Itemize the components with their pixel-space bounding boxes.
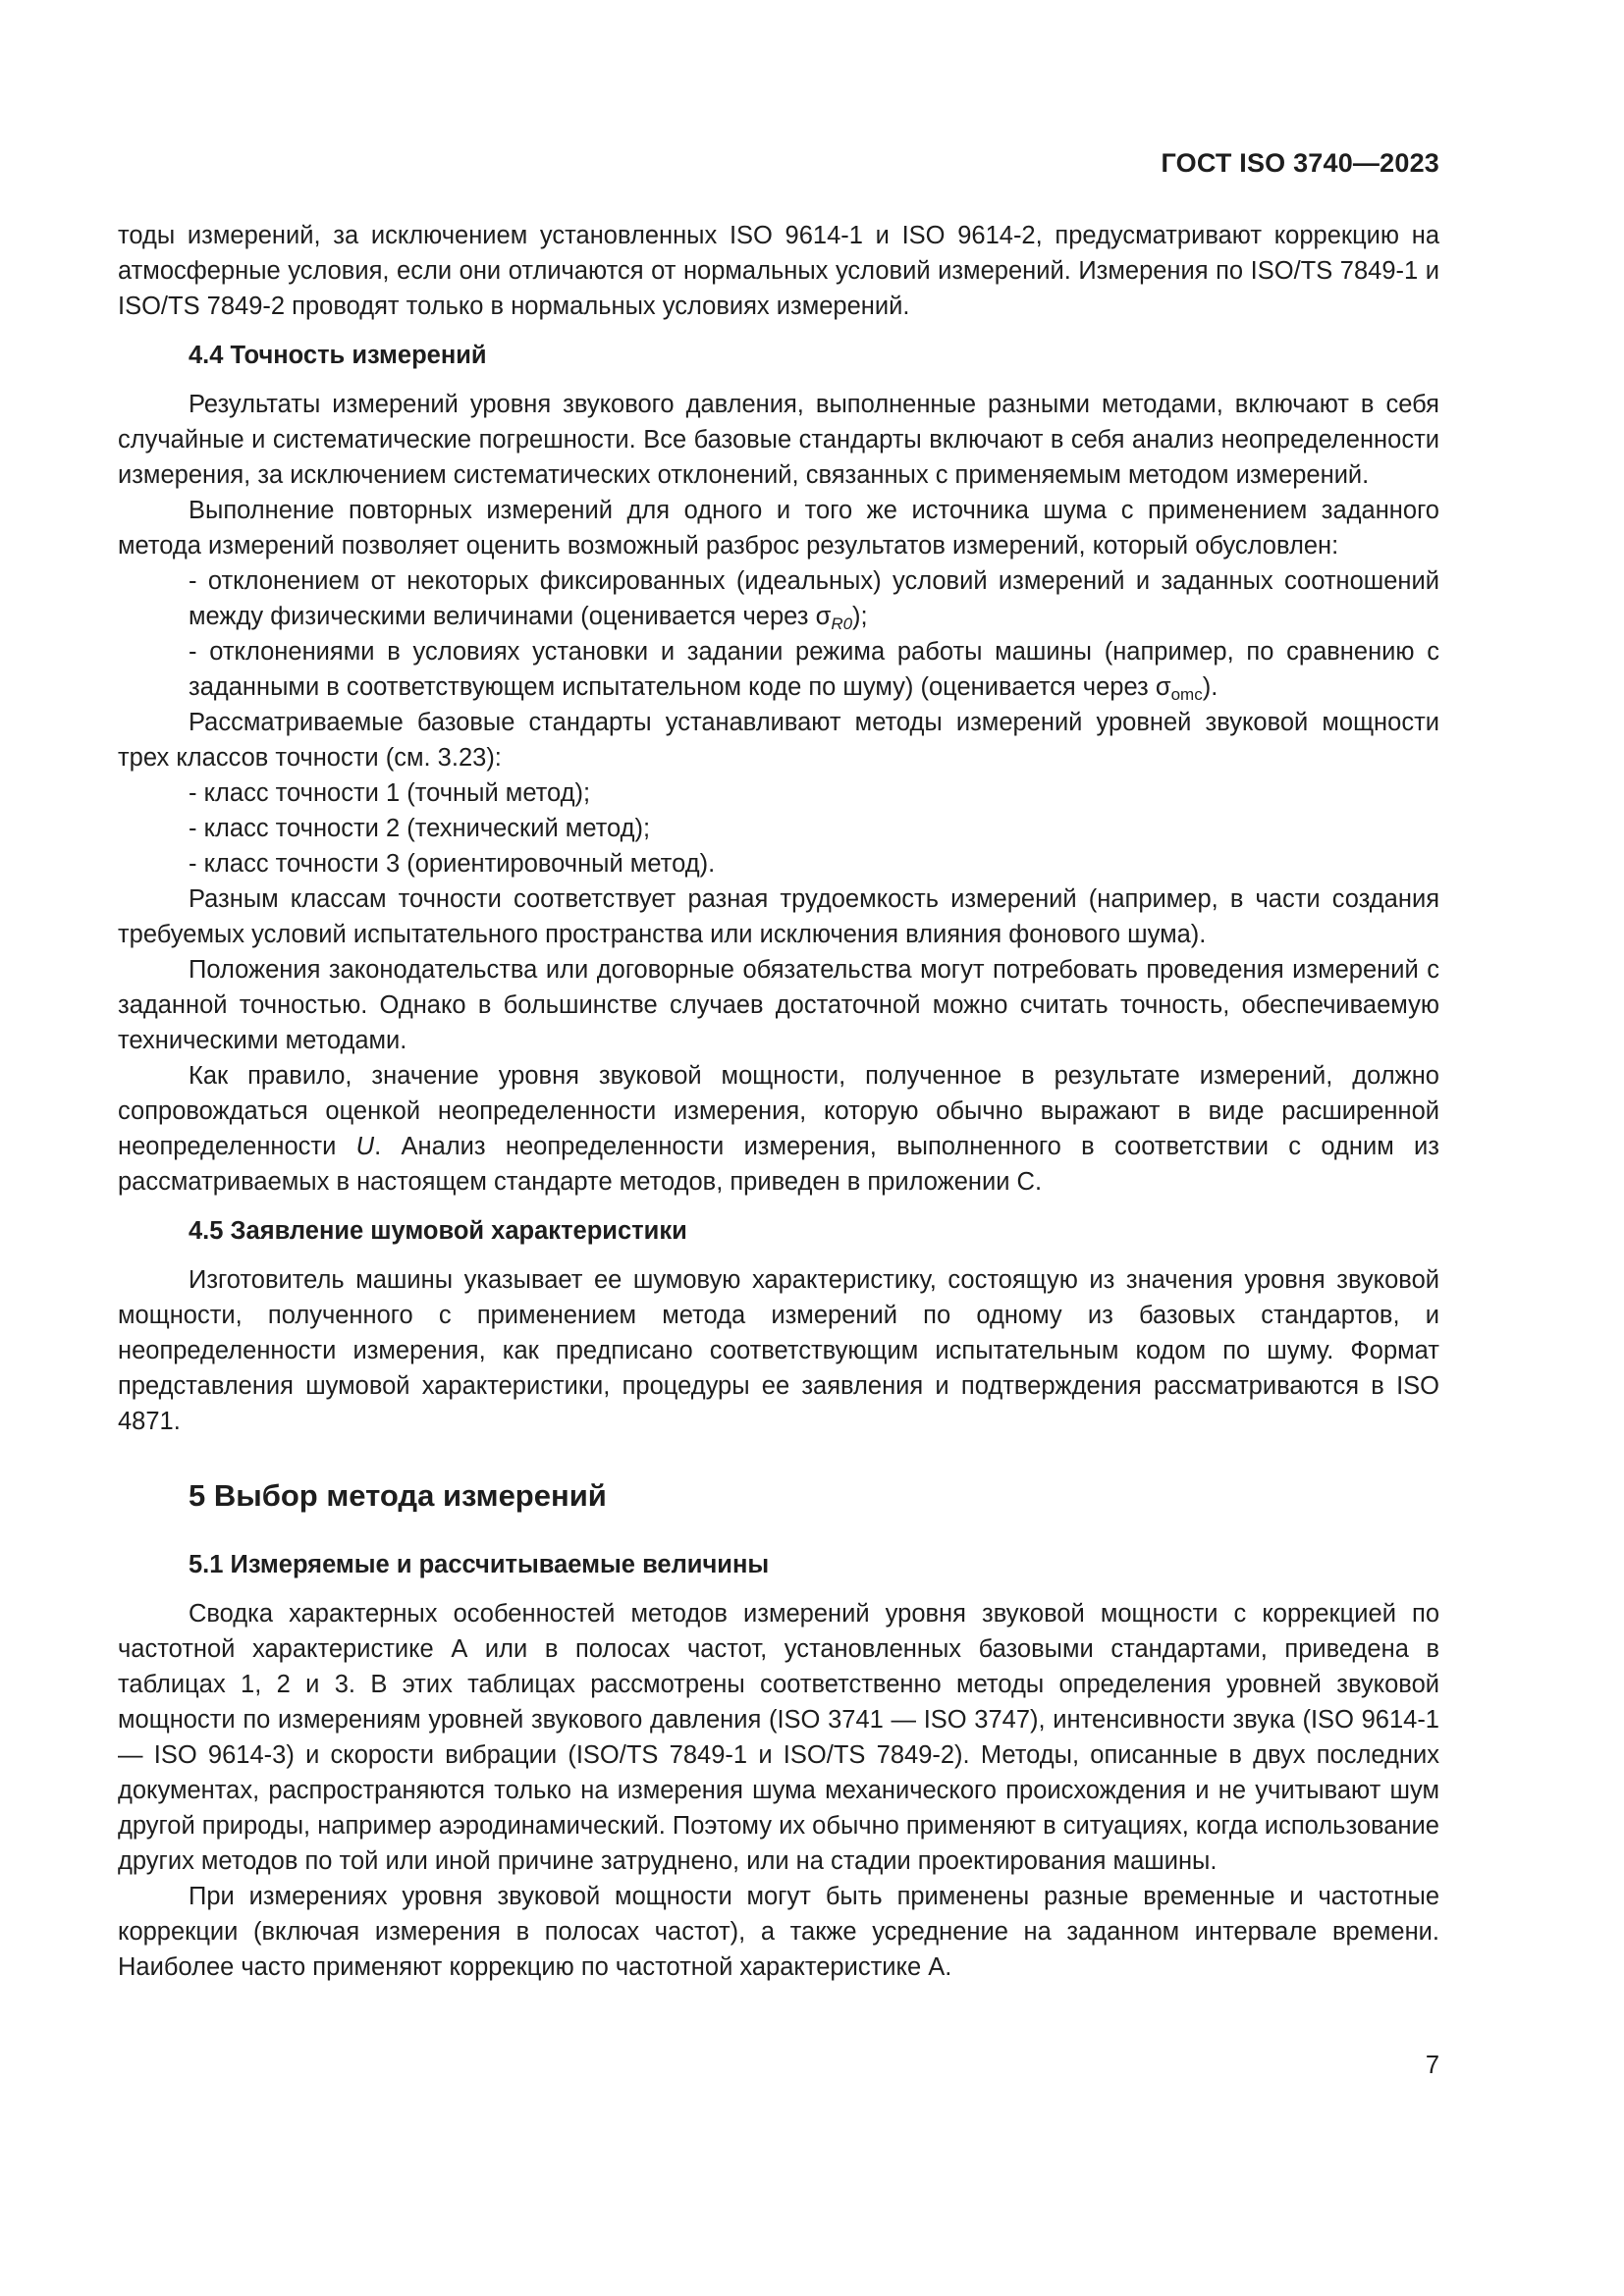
section-4-5-heading: 4.5 Заявление шумовой характеристики	[189, 1217, 687, 1245]
sigma-omc-subscript: omc	[1170, 685, 1203, 704]
section-4-5-paragraph: Изготовитель машины указывает ее шумовую характеристику, состоящую из значения уровня звуковой мощности, полученного с применением метода измерений по одному из базовых стандартов, и неопределенности измерения, как предписано соответствующим испытательным кодом по шуму. Формат представления шумовой характеристики, процедуры ее заявления и подтверждения рассматриваются в ISO 4871.	[118, 1266, 1439, 1435]
section-4-4-paragraph-5: Положения законодательства или договорные обязательства могут потребовать проведения измерений с заданной точностью. Однако в большинстве случаев достаточной можно считать точность, обеспечиваемую техническими методами.	[118, 956, 1439, 1054]
dash-item-1	[118, 563, 1439, 634]
dash-item-1-text: - отклонением от некоторых фиксированных (идеальных) условий измерений и заданных соотношений между физическими величинами (оценивается через σ	[189, 567, 1439, 630]
document-code-header: ГОСТ ISO 3740—2023	[1161, 148, 1439, 178]
page-content	[118, 218, 1439, 1985]
dash-item-2-tail: ).	[1202, 673, 1218, 701]
dash-item-1-tail: );	[852, 603, 868, 630]
page-number: 7	[1425, 2052, 1439, 2079]
accuracy-class-1-item: - класс точности 1 (точный метод);	[189, 779, 591, 807]
dash-item-2	[118, 634, 1439, 705]
section-4-4-heading: 4.4 Точность измерений	[189, 342, 487, 369]
section-5-1-paragraph-1: Сводка характерных особенностей методов измерений уровня звуковой мощности с коррекцией по частотной характеристике А или в полосах частот, установленных базовыми стандартами, приведена в таблицах 1, 2 и 3. В этих таблицах рассмотрены соответственно методы определения уровней звуковой мощности по измерениям уровней звукового давления (ISO 3741 — ISO 3747), интенсивности звука (ISO 9614-1 — ISO 9614-3) и скорости вибрации (ISO/TS 7849-1 и ISO/TS 7849-2). Методы, описанные в двух последних документах, распространяются только на измерения шума механического происхождения и не учитывают шум другой природы, например аэродинамический. Поэтому их обычно применяют в ситуациях, когда использование других методов по той или иной причине затруднено, или на стадии проектирования машины.	[118, 1600, 1439, 1875]
accuracy-class-3-item: - класс точности 3 (ориентировочный метод).	[189, 850, 716, 878]
continuation-paragraph: тоды измерений, за исключением установленных ISO 9614-1 и ISO 9614-2, предусматривают коррекцию на атмосферные условия, если они отличаются от нормальных условий измерений. Измерения по ISO/TS 7849-1 и ISO/TS 7849-2 проводят только в нормальных условиях измерений.	[118, 222, 1439, 320]
section-5-heading: 5 Выбор метода измерений	[189, 1478, 607, 1513]
section-4-4-paragraph-1: Результаты измерений уровня звукового давления, выполненные разными методами, включают в себя случайные и систематические погрешности. Все базовые стандарты включают в себя анализ неопределенности измерения, за исключением систематических отклонений, связанных с применяемым методом измерений.	[118, 391, 1439, 489]
paragraph-6-start: Как правило, значение уровня звуковой мощности, полученное в результате измерений, должно сопровождаться оценкой неопределенности измерения, которую обычно выражают в виде расширенной неопределенности	[118, 1062, 1439, 1160]
paragraph-6-end: . Анализ неопределенности измерения, выполненного в соответствии с одним из рассматриваемых в настоящем стандарте методов, приведен в приложении С.	[118, 1133, 1439, 1196]
accuracy-class-2-item: - класс точности 2 (технический метод);	[189, 815, 651, 842]
section-5-1-paragraph-2: При измерениях уровня звуковой мощности могут быть применены разные временные и частотные коррекции (включая измерения в полосах частот), а также усреднение на заданном интервале времени. Наиболее часто применяют коррекцию по частотной характеристике А.	[118, 1883, 1439, 1981]
section-5-1-heading: 5.1 Измеряемые и рассчитываемые величины	[189, 1551, 770, 1578]
section-4-4-paragraph-3: Рассматриваемые базовые стандарты устанавливают методы измерений уровней звуковой мощности трех классов точности (см. 3.23):	[118, 709, 1439, 772]
uncertainty-symbol-u: U	[355, 1133, 375, 1160]
section-4-4-paragraph-6	[118, 1058, 1439, 1200]
section-4-4-paragraph-2: Выполнение повторных измерений для одного и того же источника шума с применением заданного метода измерений позволяет оценить возможный разброс результатов измерений, который обусловлен:	[118, 497, 1439, 560]
section-4-4-paragraph-4: Разным классам точности соответствует разная трудоемкость измерений (например, в части создания требуемых условий испытательного пространства или исключения влияния фонового шума).	[118, 885, 1439, 948]
sigma-r0-subscript: R0	[831, 614, 853, 633]
dash-item-2-text: - отклонениями в условиях установки и задании режима работы машины (например, по сравнению с заданными в соответствующем испытательном коде по шуму) (оценивается через σ	[189, 638, 1439, 701]
